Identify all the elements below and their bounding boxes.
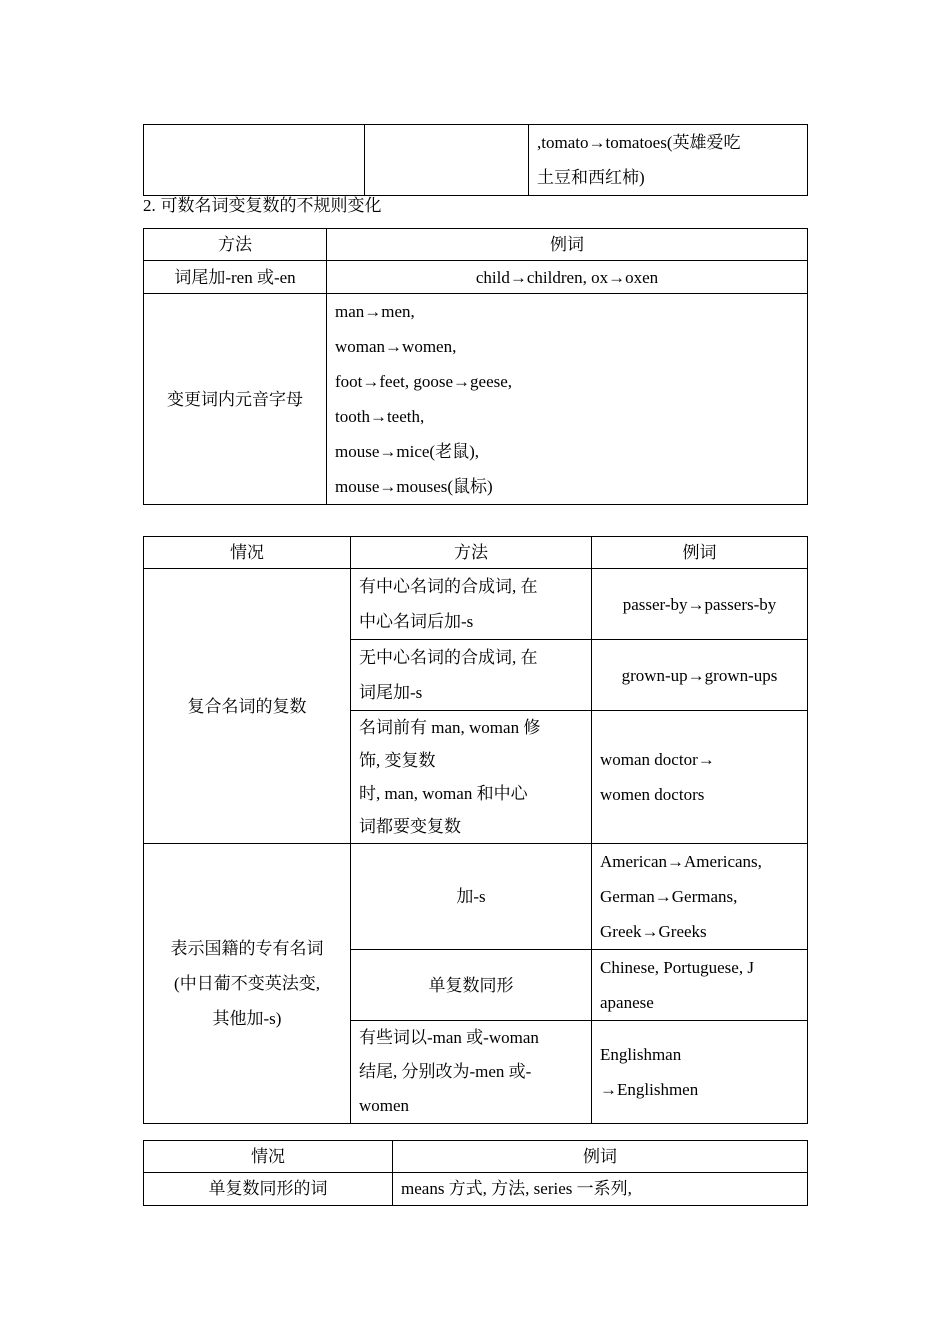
example-cell: means 方式, 方法, series 一系列,	[393, 1173, 808, 1206]
cell-line: tooth→teeth,	[335, 407, 425, 426]
example-cell	[592, 711, 808, 844]
cell-line: 表示国籍的专有名词	[170, 939, 324, 958]
table-cell	[529, 125, 808, 196]
cell-line: German→Germans,	[600, 887, 738, 906]
table-row	[144, 1173, 808, 1206]
cell-line: (中日葡不变英法变,	[174, 974, 320, 993]
cell-line: woman doctor→	[600, 750, 715, 769]
table-row	[144, 261, 808, 294]
situation-cell: 单复数同形的词	[144, 1173, 393, 1206]
column-header: 情况	[144, 537, 351, 569]
example-cell	[592, 1021, 808, 1124]
top-continuation-table	[143, 124, 808, 196]
table-cell	[144, 125, 365, 196]
cell-line: mouse→mice(老鼠),	[335, 442, 479, 461]
cell-line: woman→women,	[335, 337, 457, 356]
cell-line: 加-s	[456, 887, 486, 906]
example-cell	[592, 950, 808, 1021]
cell-line: women doctors	[600, 785, 705, 804]
cell-line: man→men,	[335, 302, 415, 321]
compound-and-nationality-table	[143, 536, 808, 1124]
table-header-row	[144, 537, 808, 569]
column-header: 方法	[144, 229, 327, 261]
column-header: 例词	[393, 1141, 808, 1173]
method-cell	[351, 640, 592, 711]
cell-line: 有些词以-man 或-woman	[359, 1028, 539, 1047]
method-cell: 词尾加-ren 或-en	[144, 261, 327, 294]
cell-line: 词都要变复数	[359, 817, 461, 836]
table-header-row	[144, 229, 808, 261]
cell-line: 无中心名词的合成词, 在	[359, 648, 538, 667]
column-header: 情况	[144, 1141, 393, 1173]
irregular-plural-table	[143, 228, 808, 505]
section-number: 2.	[143, 196, 156, 215]
cell-line: grown-up→grown-ups	[621, 665, 778, 685]
cell-line: →Englishmen	[600, 1080, 699, 1099]
cell-line: 其他加-s)	[212, 1009, 282, 1028]
cell-line: Greek→Greeks	[600, 922, 707, 941]
method-cell	[351, 950, 592, 1021]
table-header-row	[144, 1141, 808, 1173]
section-title: 可数名词变复数的不规则变化	[160, 196, 382, 215]
column-header: 例词	[592, 537, 808, 569]
same-form-table	[143, 1140, 808, 1206]
table-row	[144, 294, 808, 505]
cell-line: 词尾加-s	[359, 683, 423, 702]
example-cell	[592, 640, 808, 711]
example-cell: child→children, ox→oxen	[327, 261, 808, 294]
example-cell	[592, 569, 808, 640]
situation-cell	[144, 844, 351, 1124]
cell-line: women	[359, 1096, 410, 1115]
method-cell: 变更词内元音字母	[144, 294, 327, 505]
method-cell	[351, 569, 592, 640]
situation-cell: 复合名词的复数	[144, 569, 351, 844]
cell-line: passer-by→passers-by	[622, 594, 777, 614]
cell-line: 土豆和西红柿)	[537, 168, 645, 187]
column-header: 例词	[327, 229, 808, 261]
cell-line: apanese	[600, 993, 654, 1012]
column-header: 方法	[351, 537, 592, 569]
cell-line: foot→feet, goose→geese,	[335, 372, 513, 391]
cell-line: ,tomato→tomatoes(英雄爱吃	[537, 133, 741, 152]
method-cell	[351, 844, 592, 950]
cell-line: 饰, 变复数	[359, 751, 436, 770]
table-row	[144, 125, 808, 196]
table-row	[144, 569, 808, 640]
section-heading	[143, 192, 381, 220]
cell-line: 名词前有 man, woman 修	[359, 718, 541, 737]
cell-line: Chinese, Portuguese, J	[600, 958, 754, 977]
example-cell	[592, 844, 808, 950]
cell-line: 单复数同形	[428, 975, 514, 995]
cell-line: Englishman	[600, 1045, 682, 1064]
cell-line: mouse→mouses(鼠标)	[335, 477, 493, 496]
cell-line: American→Americans,	[600, 852, 762, 871]
cell-line: 结尾, 分别改为-men 或-	[359, 1062, 532, 1081]
cell-line: 时, man, woman 和中心	[359, 784, 528, 803]
table-row	[144, 844, 808, 950]
method-cell	[351, 1021, 592, 1124]
table-cell	[365, 125, 529, 196]
cell-line: 有中心名词的合成词, 在	[359, 577, 538, 596]
method-cell	[351, 711, 592, 844]
example-cell	[327, 294, 808, 505]
cell-line: 中心名词后加-s	[359, 612, 474, 631]
